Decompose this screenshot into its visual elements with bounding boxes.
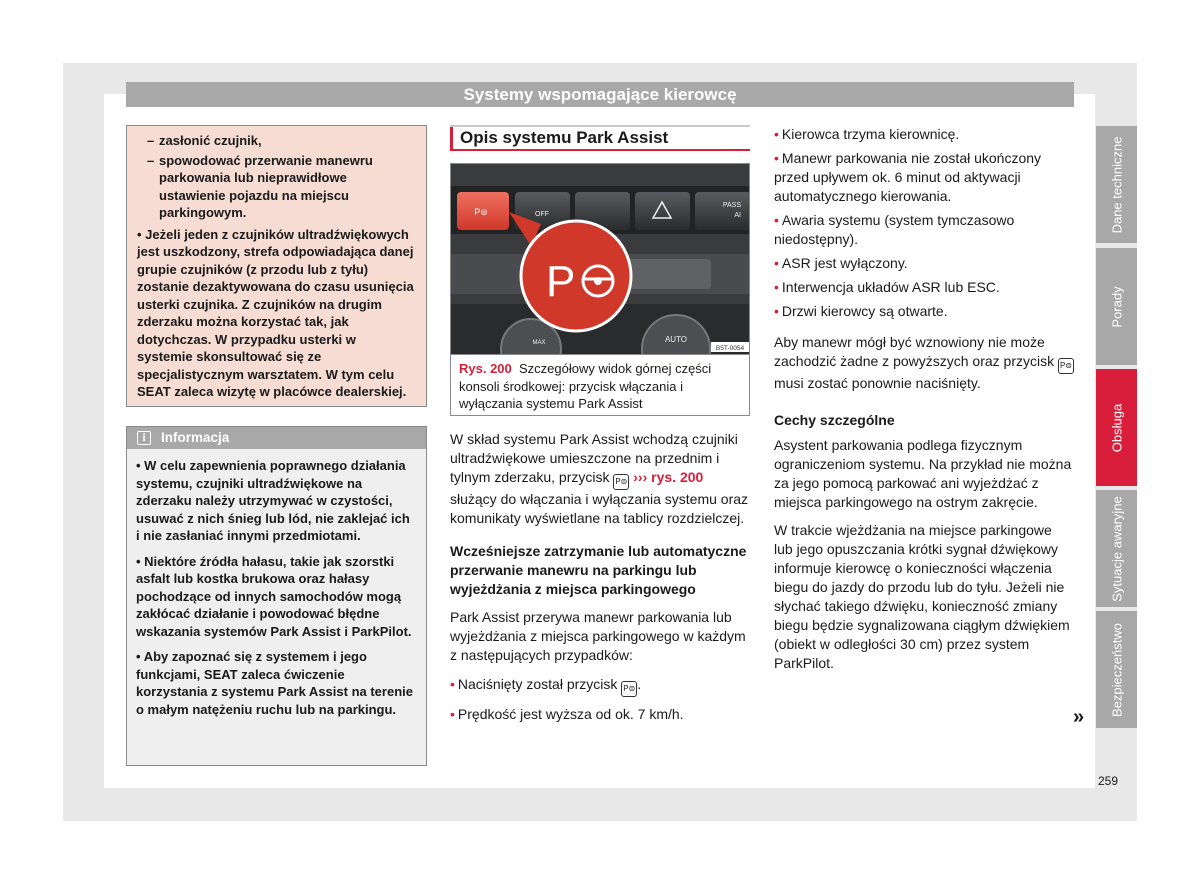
right-list-item: • Kierowca trzyma kierownicę. bbox=[774, 126, 960, 142]
right-list-item: • Interwencja układów ASR lub ESC. bbox=[774, 279, 1000, 295]
middle-paragraph-1 bbox=[450, 430, 750, 528]
text-span: Awaria systemu (system tymczasowo niedostępny). bbox=[774, 212, 1015, 247]
info-box bbox=[126, 426, 427, 766]
section-title bbox=[450, 125, 750, 151]
subheading-special-features: Cechy szczególne bbox=[774, 412, 895, 428]
tab-sytuacje-awaryjne[interactable] bbox=[1096, 490, 1137, 607]
pass-label: PASS bbox=[722, 202, 741, 209]
right-paragraph-2: Asystent parkowania podlega fizycznym ograniczeniom systemu. Na przykład nie można za jego pomocą parkować ani wyjeżdżać z miejsca parkingowego na ostrym zakręcie. bbox=[774, 437, 1072, 510]
info-paragraph: • W celu zapewnienia poprawnego działania systemu, czujniki ultradźwiękowe na zderzaku należy utrzymywać w czystości, usuwać z nich śnieg lub lód, nie zaklejać ich i nie zasłaniać innymi przedmiotami. bbox=[136, 458, 410, 543]
tab-dane-techniczne[interactable] bbox=[1096, 126, 1137, 243]
info-box-header bbox=[127, 427, 426, 449]
park-assist-button-icon: P⊜ bbox=[621, 681, 637, 697]
text-span: Kierowca trzyma kierownicę. bbox=[781, 126, 960, 142]
info-paragraph: • Aby zapoznać się z systemem i jego funkcjami, SEAT zaleca ćwiczenie korzystania z systemu Park Assist na terenie o małym natężeniu ruchu lub na parkingu. bbox=[136, 649, 413, 717]
text-span: . bbox=[637, 676, 642, 692]
warning-paragraph-text: Jeżeli jeden z czujników ultradźwiękowych jest uszkodzony, strefa odpowiadająca danej grupie czujników (z przodu lub z tyłu) zostanie dezaktywowana do czasu usunięcia usterki czujnika. Z czujników na drugim zderzaku można korzystać tak, jak dotychczas. W przypadku usterki w systemie skonsultować się ze specjalistycznym warsztatem. W tym celu SEAT zaleca wizytę w placówce dealerskiej. bbox=[137, 226, 414, 399]
right-list-item: • Manewr parkowania nie został ukończony przed upływem ok. 6 minut od aktywacji automatycznego kierowania. bbox=[774, 150, 1042, 204]
warning-dash-item: – spowodować przerwanie manewru parkowania lub nieprawidłowe ustawienie pojazdu na miejscu parkingowym. bbox=[147, 152, 373, 220]
info-paragraph: • Niektóre źródła hałasu, takie jak szorstki asfalt lub kostka brukowa oraz hałasy pochodzące od innych samochodów mogą zakłócać działanie i powodować błędne wskazania systemów Park Assist i ParkPilot. bbox=[136, 553, 412, 639]
page-number: 259 bbox=[1098, 774, 1119, 788]
text-span: W skład systemu Park Assist wchodzą czujniki ultradźwiękowe umieszczone na przednim i tylnym zderzaku, przycisk bbox=[450, 431, 738, 485]
tab-obsluga[interactable] bbox=[1096, 369, 1137, 486]
middle-paragraph-2: Park Assist przerywa manewr parkowania lub wyjeżdżania z miejsca parkingowego w każdym z następujących przypadków: bbox=[450, 609, 746, 663]
figure-caption-ref: Rys. 200 bbox=[459, 361, 512, 376]
right-list-item: • ASR jest wyłączony. bbox=[774, 255, 908, 271]
figure-code: B5T-0054 bbox=[715, 345, 745, 352]
tab-porady[interactable] bbox=[1096, 248, 1137, 365]
magnified-p-label: P bbox=[546, 257, 576, 306]
warning-paragraph: • Jeżeli jeden z czujników ultradźwiękowych jest uszkodzony, strefa odpowiadająca danej grupie czujników (z przodu lub z tyłu) zostanie dezaktywowana do czasu usunięcia usterki czujnika. Z czujników na drugim zderzaku można korzystać tak, jak dotychczas. W przypadku usterki w systemie skonsultować się ze specjalistycznym warsztatem. W tym celu SEAT zaleca wizytę w placówce dealerskiej. bbox=[137, 226, 414, 399]
off-button-label: OFF bbox=[535, 211, 549, 218]
tab-label: Bezpieczeństwo bbox=[1109, 622, 1124, 717]
air-label: AI bbox=[734, 212, 741, 219]
figure-caption-text: Szczegółowy widok górnej części konsoli środkowej: przycisk włączania i wyłączania systemu Park Assist bbox=[459, 361, 712, 411]
right-list-item: • Drzwi kierowcy są otwarte. bbox=[774, 303, 948, 319]
tab-label: Obsługa bbox=[1109, 403, 1124, 452]
warning-box bbox=[126, 125, 427, 407]
info-paragraph-text: Aby zapoznać się z systemem i jego funkcjami, SEAT zaleca ćwiczenie korzystania z systemu Park Assist na terenie o małym natężeniu ruchu lub na parkingu. bbox=[136, 649, 413, 717]
middle-list-item: • Naciśnięty został przycisk P⊜ . bbox=[450, 675, 750, 697]
middle-column-text bbox=[450, 430, 750, 732]
text-span: Naciśnięty został przycisk bbox=[457, 676, 618, 692]
info-box-title: Informacja bbox=[161, 430, 230, 445]
park-assist-button-label: P⊜ bbox=[474, 207, 488, 217]
text-span: Prędkość jest wyższa od ok. 7 km/h. bbox=[457, 706, 684, 722]
park-assist-button-icon: P⊜ bbox=[613, 474, 629, 490]
warning-dash-text: spowodować przerwanie manewru parkowania lub nieprawidłowe ustawienie pojazdu na miejscu parkingowym. bbox=[159, 152, 373, 220]
text-span: Drzwi kierowcy są otwarte. bbox=[781, 303, 948, 319]
right-paragraph-3: W trakcie wjeżdżania na miejsce parkingowe lub jego opuszczania krótki sygnał dźwiękowy informuje kierowcę o konieczności włączenia biegu do jazdy do przodu lub do tyłu. Jeżeli nie słychać takiego dźwięku, konieczność zmiany biegu będzie sygnalizowana ciągłym dźwiękiem (obiekt w odległości 30 cm) przez system ParkPilot. bbox=[774, 522, 1070, 671]
figure-caption bbox=[450, 355, 750, 416]
text-span: ASR jest wyłączony. bbox=[781, 255, 908, 271]
info-box-body bbox=[127, 449, 426, 718]
right-paragraph-1 bbox=[774, 333, 1074, 393]
text-span: Manewr parkowania nie został ukończony przed upływem ok. 6 minut od aktywacji automatycznego kierowania. bbox=[774, 150, 1042, 204]
park-assist-button-icon: P⊜ bbox=[1058, 358, 1074, 374]
chapter-header: Systemy wspomagające kierowcę bbox=[126, 82, 1074, 107]
park-assist-magnified-button bbox=[521, 221, 631, 331]
info-paragraph-text: Niektóre źródła hałasu, takie jak szorstki asfalt lub kostka brukowa oraz hałasy pochodzące od innych samochodów mogą zakłócać działanie i powodować błędne wskazania systemów Park Assist i ParkPilot. bbox=[136, 553, 412, 639]
figure-park-assist-console bbox=[450, 163, 750, 355]
max-label: MAX bbox=[532, 340, 546, 346]
tab-label: Sytuacje awaryjne bbox=[1109, 495, 1124, 602]
warning-dash-item: – zasłonić czujnik, bbox=[147, 133, 262, 148]
section-title-accent bbox=[450, 127, 453, 151]
tab-label: Dane techniczne bbox=[1109, 136, 1124, 233]
section-title-text: Opis systemu Park Assist bbox=[460, 128, 669, 147]
console-illustration bbox=[451, 164, 750, 355]
text-span: służący do włączania i wyłączania systemu oraz komunikaty wyświetlane na tablicy rozdzielczej. bbox=[450, 491, 749, 526]
tab-bezpieczenstwo[interactable] bbox=[1096, 611, 1137, 728]
right-column-text bbox=[774, 125, 1074, 682]
right-list-item: • Awaria systemu (system tymczasowo niedostępny). bbox=[774, 212, 1015, 247]
middle-list-item: • Prędkość jest wyższa od ok. 7 km/h. bbox=[450, 706, 684, 722]
auto-label: AUTO bbox=[664, 335, 688, 344]
text-span: Interwencja układów ASR lub ESC. bbox=[781, 279, 1000, 295]
warning-dash-text: zasłonić czujnik, bbox=[159, 133, 262, 148]
figure-ref-link[interactable]: ››› rys. 200 bbox=[633, 469, 704, 485]
subheading-interruption: Wcześniejsze zatrzymanie lub automatyczne przerwanie manewru na parkingu lub wyjeżdżania z miejsca parkingowego bbox=[450, 543, 747, 597]
tab-label: Porady bbox=[1109, 285, 1124, 328]
info-paragraph-text: W celu zapewnienia poprawnego działania systemu, czujniki ultradźwiękowe na zderzaku należy utrzymywać w czystości, usuwać z nich śnieg lub lód, nie zaklejać ich i nie zasłaniać innymi przedmiotami. bbox=[136, 458, 410, 543]
info-icon: i bbox=[137, 431, 151, 445]
text-span: musi zostać ponownie naciśnięty. bbox=[774, 375, 981, 391]
continue-arrow-icon: » bbox=[1073, 706, 1085, 728]
text-span: Aby manewr mógł być wznowiony nie może zachodzić żadne z powyższych oraz przycisk bbox=[774, 334, 1055, 369]
